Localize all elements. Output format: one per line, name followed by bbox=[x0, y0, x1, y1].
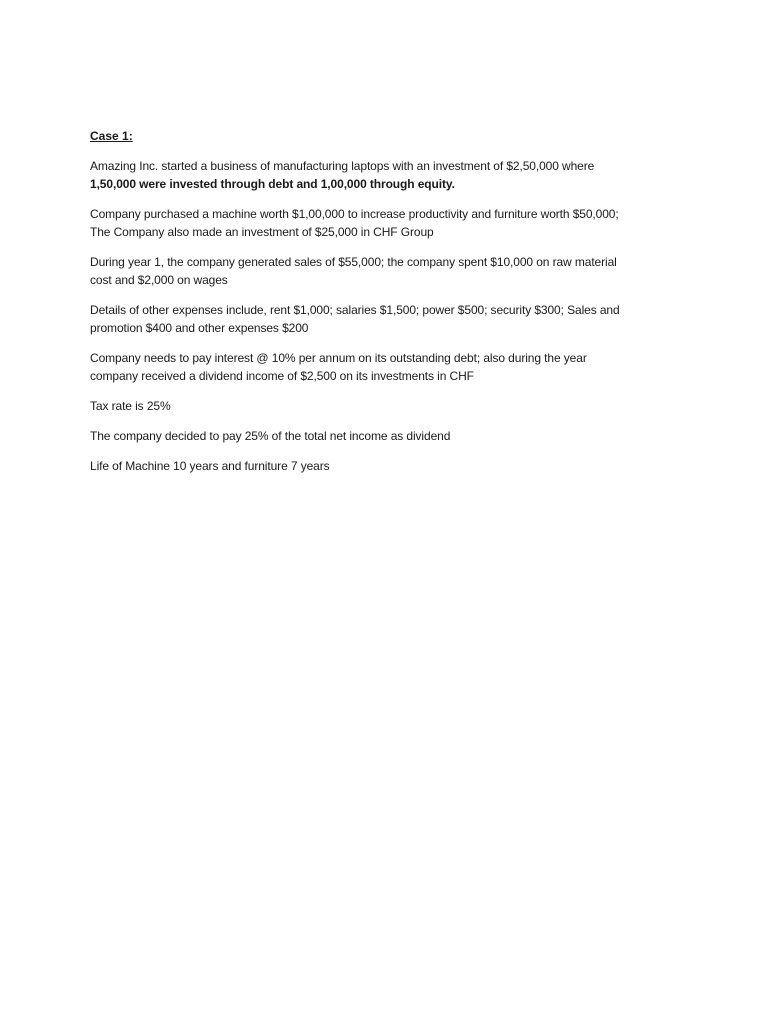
paragraph-line: Company needs to pay interest @ 10% per annum on its outstanding debt; also during the year bbox=[90, 351, 587, 365]
case-heading: Case 1: bbox=[90, 129, 133, 143]
paragraph-expenses bbox=[90, 301, 700, 337]
paragraph-line: promotion $400 and other expenses $200 bbox=[90, 321, 309, 335]
paragraph-dividend bbox=[90, 427, 700, 445]
paragraph-line: cost and $2,000 on wages bbox=[90, 273, 228, 287]
paragraph-line: company received a dividend income of $2,500 on its investments in CHF bbox=[90, 369, 474, 383]
paragraph-asset-life bbox=[90, 457, 700, 475]
paragraph-line: During year 1, the company generated sales of $55,000; the company spent $10,000 on raw material bbox=[90, 255, 617, 269]
paragraph-interest bbox=[90, 349, 700, 385]
document-page bbox=[90, 127, 700, 487]
paragraph-line: Details of other expenses include, rent $1,000; salaries $1,500; power $500; security $300; Sales and bbox=[90, 303, 620, 317]
paragraph-line: 1,50,000 were invested through debt and 1,00,000 through equity. bbox=[90, 177, 455, 191]
paragraph-tax-rate bbox=[90, 397, 700, 415]
paragraph-purchases bbox=[90, 205, 700, 241]
paragraph-line: The company decided to pay 25% of the total net income as dividend bbox=[90, 429, 451, 443]
paragraph-line: Amazing Inc. started a business of manufacturing laptops with an investment of $2,50,000 where bbox=[90, 159, 595, 173]
paragraph-sales bbox=[90, 253, 700, 289]
paragraph-line: Tax rate is 25% bbox=[90, 399, 171, 413]
paragraph-line: Life of Machine 10 years and furniture 7 years bbox=[90, 459, 330, 473]
paragraph-line: Company purchased a machine worth $1,00,000 to increase productivity and furniture worth $50,000; bbox=[90, 207, 619, 221]
paragraph-line: The Company also made an investment of $25,000 in CHF Group bbox=[90, 225, 434, 239]
paragraph-investment bbox=[90, 157, 700, 193]
